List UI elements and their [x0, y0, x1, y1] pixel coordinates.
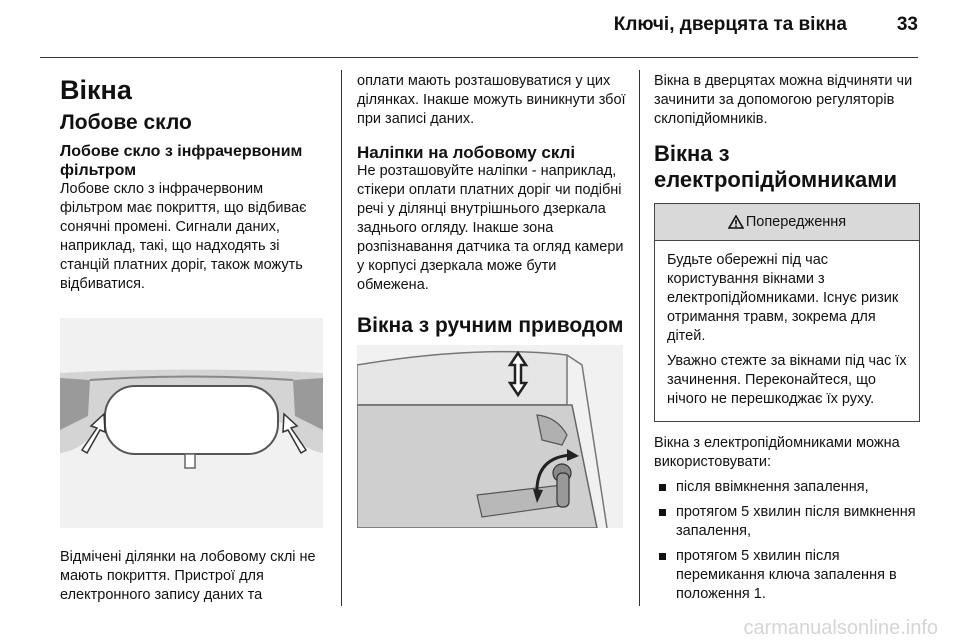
windshield-illustration [60, 318, 323, 528]
column-divider [639, 70, 640, 606]
conditions-list [654, 478, 920, 604]
body-paragraph: Вікна з електропідйомниками можна використовувати: [654, 435, 900, 470]
list-item: протягом 5 хвилин після вимкнення запалення, [654, 503, 920, 541]
bullet-icon [659, 509, 666, 516]
figure-caption: Відмічені ділянки на лобовому склі не мають покриття. Пристрої для електронного запису даних та [60, 549, 316, 603]
topic-heading: Наліпки на лобовому склі [357, 143, 576, 162]
bullet-icon [659, 484, 666, 491]
page-number: 33 [896, 14, 918, 35]
warning-body [655, 241, 919, 421]
body-paragraph: Лобове скло з інфрачервоним фільтром має покриття, що відбиває сонячні промені. Сигнали даних, наприклад, такі, що надходять зі станцій платних доріг, також можуть відбиватися. [60, 181, 307, 292]
door-crank-figure [357, 345, 623, 528]
watermark: carmanualsonline.info [743, 617, 938, 639]
list-item: протягом 5 хвилин після перемикання ключа запалення в положення 1. [654, 547, 920, 604]
subsection-title: Вікна з електропідйомниками [654, 141, 897, 192]
warning-title: Попередження [745, 214, 847, 230]
warning-header [655, 204, 919, 241]
header-title: Ключі, дверцята та вікна [613, 14, 847, 35]
header-rule [40, 57, 918, 58]
warning-triangle-icon [728, 215, 744, 229]
subsection-title: Вікна з ручним приводом [357, 314, 624, 337]
bullet-icon [659, 553, 666, 560]
column-2 [357, 72, 627, 528]
list-item: після ввімкнення запалення, [654, 478, 920, 497]
door-illustration [357, 345, 623, 528]
column-3 [654, 72, 920, 610]
section-title: Вікна [60, 75, 132, 105]
topic-heading: Лобове скло з інфрачервоним фільтром [60, 143, 303, 179]
body-paragraph: Не розташовуйте наліпки - наприклад, стікери оплати платних доріг чи подібні речі у ділянці внутрішнього дзеркала заднього огляду. Інакше зона розпізнавання датчика та огляд камери у корпусі дзеркала може бути обмежена. [357, 163, 624, 293]
subsection-title: Лобове скло [60, 111, 192, 134]
warning-paragraph: Будьте обережні під час користування вікнами з електропідйомниками. Існує ризик отримання травм, зокрема для дітей. [667, 252, 899, 344]
body-paragraph: оплати мають розташовуватися у цих ділянках. Інакше можуть виникнути збої при записі даних. [357, 73, 626, 127]
windshield-mirror-figure [60, 318, 323, 528]
body-paragraph: Вікна в дверцятах можна відчиняти чи зачинити за допомогою регуляторів склопідйомників. [654, 73, 913, 127]
warning-paragraph: Уважно стежте за вікнами під час їх зачинення. Переконайтеся, що нічого не перешкоджає їх руху. [667, 353, 907, 407]
warning-box [654, 203, 920, 422]
column-divider [341, 70, 342, 606]
column-1 [60, 72, 326, 605]
